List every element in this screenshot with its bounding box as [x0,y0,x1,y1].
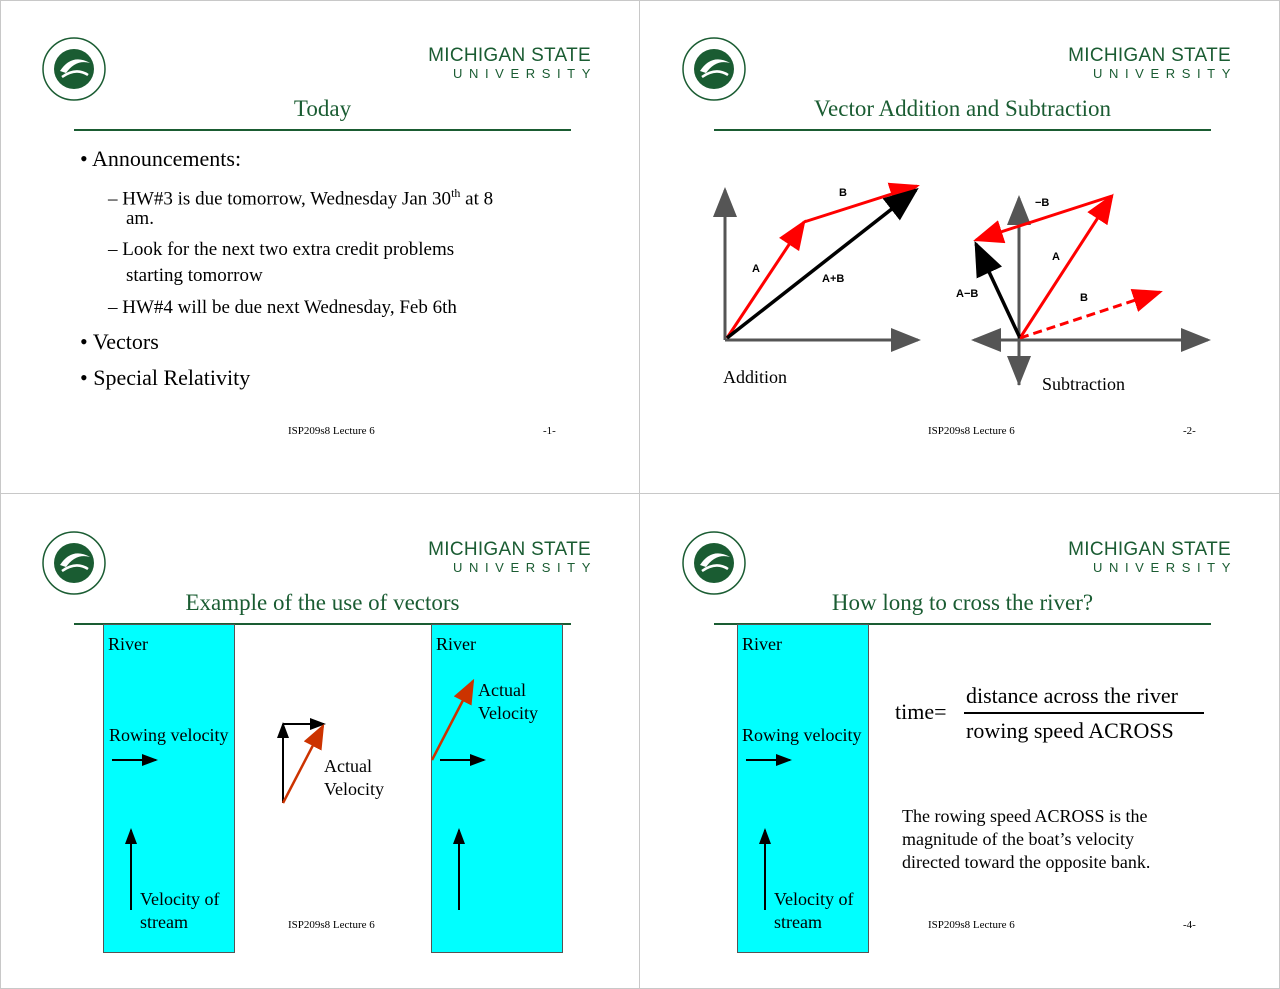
vector-b-dashed [1020,292,1160,338]
slide-3 [0,494,639,987]
vector-a-sub [1020,196,1112,338]
formula-lhs [895,700,947,723]
formula-equals: = [934,699,947,724]
slide-title: Example of the use of vectors [185,590,460,615]
slide-title: How long to cross the river? [831,590,1094,615]
msu-wordmark-line1: MICHIGAN STATE [428,539,591,560]
formula-fraction-bar [964,712,1204,714]
slide-title: Vector Addition and Subtraction [813,96,1112,121]
stream-label: stream [140,912,188,932]
label-b-sub: B [1080,292,1088,304]
vector-diagrams [640,0,1279,493]
msu-wordmark [428,45,597,82]
sub-text: at 8 [460,188,494,210]
actual-label: Actual [324,756,372,776]
label-a-plus-b: A+B [822,273,845,285]
footer-course: ISP209s8 Lecture 6 [928,425,1015,437]
label-a-minus-b: A−B [956,288,979,300]
velocity-label: Velocity [324,779,384,799]
label-neg-b: −B [1035,197,1050,209]
slide-1 [0,0,639,493]
bullet-text: Announcements: [92,146,242,171]
actual-velocity-arrow-right [432,681,473,760]
velocity-label-right: Velocity [478,703,538,723]
bullet-announcements: • Announcements: [80,146,242,171]
velocity-of-label: Velocity of [140,889,220,909]
river-vectors [640,494,1279,987]
msu-wordmark-line1: MICHIGAN STATE [1068,45,1231,66]
slide-2 [640,0,1279,493]
sub-sup: th [451,186,461,200]
river-label-right: River [436,634,476,654]
rowing-velocity-label: Rowing velocity [109,725,229,745]
bullet-text: Special Relativity [93,365,251,390]
stream-label: stream [774,912,822,932]
footer-course: ISP209s8 Lecture 6 [288,425,375,437]
footer-course: ISP209s8 Lecture 6 [288,919,375,931]
msu-wordmark-line2: UNIVERSITY [1092,560,1237,575]
dept-physics-astronomy-logo-icon [42,37,106,101]
sub-text: HW#4 will be due next Wednesday, Feb 6th [122,297,457,318]
footer-page: -2- [1183,425,1196,437]
label-a-sub: A [1052,251,1060,263]
msu-wordmark-line2: UNIVERSITY [1092,66,1237,81]
label-b: B [839,187,847,199]
title-rule [74,129,571,131]
formula-denominator: rowing speed ACROSS [966,718,1174,743]
msu-wordmark-line2: UNIVERSITY [452,66,597,81]
footer-page: -4- [1183,919,1196,931]
footer-course: ISP209s8 Lecture 6 [928,919,1015,931]
velocity-of-label: Velocity of [774,889,854,909]
slide-title: Today [293,96,352,121]
river-label: River [742,634,782,654]
sub-bullet-hw4: – HW#4 will be due next Wednesday, Feb 6th [108,297,457,318]
sub-bullet-hw3: – HW#3 is due tomorrow, Wednesday Jan 30th at 8 [108,186,494,210]
sub-text: HW#3 is due tomorrow, Wednesday Jan 30 [122,188,452,210]
sub-bullet-extra-credit-cont: starting tomorrow [126,265,263,286]
bullet-special-relativity: • Special Relativity [80,365,251,390]
sub-bullet-extra-credit: – Look for the next two extra credit problems [108,239,455,260]
rowing-velocity-label: Rowing velocity [742,725,862,745]
river-vectors [0,494,639,987]
caption-subtraction: Subtraction [1042,374,1125,394]
bullet-vectors: • Vectors [80,329,159,354]
vector-a [727,222,804,338]
msu-wordmark-line1: MICHIGAN STATE [1068,539,1231,560]
actual-label-right: Actual [478,680,526,700]
actual-velocity-arrow-middle [283,726,323,803]
sub-bullet-hw3-cont: am. [126,208,154,229]
formula-time: time [895,699,935,724]
caption-addition: Addition [723,367,788,387]
formula-numerator: distance across the river [966,683,1178,708]
msu-wordmark-line2: UNIVERSITY [452,560,597,575]
label-a: A [752,263,760,275]
vector-a-minus-b [976,244,1020,338]
footer-page: -1- [543,425,556,437]
river-label-left: River [108,634,148,654]
note-line-1: The rowing speed ACROSS is the [902,806,1148,826]
note-line-2: magnitude of the boat’s velocity [902,829,1134,849]
slide-4 [640,494,1279,987]
sub-text: Look for the next two extra credit problems [122,239,455,260]
bullet-text: Vectors [92,329,159,354]
msu-wordmark-line1: MICHIGAN STATE [428,45,591,66]
note-line-3: directed toward the opposite bank. [902,852,1151,872]
